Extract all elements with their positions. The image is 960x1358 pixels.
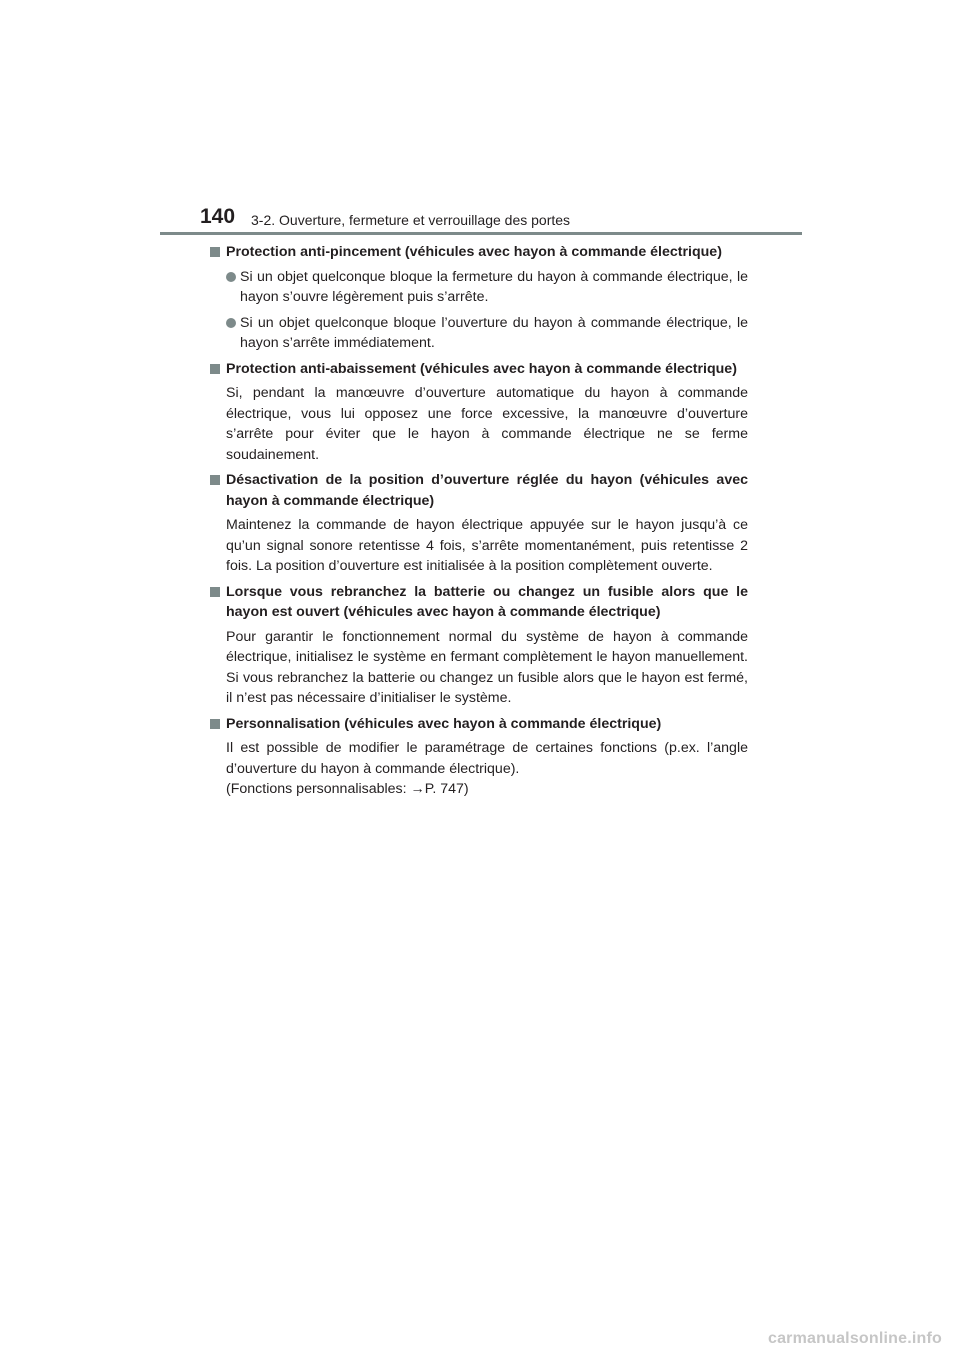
heading-text: Désactivation de la position d’ouverture réglée du hayon (véhicules avec hayon à commande électrique) [226, 472, 748, 509]
section-body: Si, pendant la manœuvre d’ouverture automatique du hayon à commande électrique, vous lui opposez une force excessive, la manœuvre d’ouverture s’arrête pour éviter que le hayon à commande électrique ne se ferme soudainement. [226, 385, 748, 463]
section-anti-pinch [210, 242, 748, 354]
watermark-text: carmanualsonline.info [767, 1330, 942, 1347]
heading-text: Personnalisation (véhicules avec hayon à commande électrique) [226, 715, 662, 732]
page-number: 140 [200, 205, 236, 228]
round-bullet-icon [226, 272, 236, 282]
section-body: Pour garantir le fonctionnement normal du système de hayon à commande électrique, initialisez le système en fermant complètement le hayon manuellement. Si vous rebranchez la batterie ou changez un fusible alors que le hayon est fermé, il n’est pas nécessaire d’initialiser le système. [226, 628, 748, 706]
section-body: Il est possible de modifier le paramétrage de certaines fonctions (p.ex. l’angle d’ouverture du hayon à commande électrique). [226, 740, 748, 777]
list-item [210, 313, 748, 354]
list-item-text: Si un objet quelconque bloque la fermeture du hayon à commande électrique, le hayon s’ouvre légèrement puis s’arrête. [240, 268, 748, 305]
section-heading [210, 242, 748, 263]
heading-text: Protection anti-abaissement (véhicules avec hayon à commande électrique) [226, 360, 737, 377]
section-anti-lowering [210, 359, 748, 466]
section-heading [210, 470, 748, 511]
section-deactivation [210, 470, 748, 577]
section-battery-reconnect [210, 582, 748, 709]
square-bullet-icon [210, 719, 220, 729]
square-bullet-icon [210, 475, 220, 485]
page-content [210, 242, 748, 805]
heading-text: Protection anti-pincement (véhicules avec hayon à commande électrique) [226, 244, 722, 260]
section-heading [210, 582, 748, 623]
square-bullet-icon [210, 587, 220, 597]
section-title: 3-2. Ouverture, fermeture et verrouillage des portes [251, 212, 571, 228]
page-header [200, 204, 802, 230]
square-bullet-icon [210, 247, 220, 257]
heading-text: Lorsque vous rebranchez la batterie ou changez un fusible alors que le hayon est ouvert (véhicules avec hayon à commande électrique) [226, 583, 748, 620]
header-rule [160, 232, 802, 235]
square-bullet-icon [210, 364, 220, 374]
section-heading [210, 359, 748, 380]
list-item [210, 267, 748, 308]
page-reference: (Fonctions personnalisables: →P. 747) [226, 781, 469, 797]
list-item-text: Si un objet quelconque bloque l’ouverture du hayon à commande électrique, le hayon s’arrête immédiatement. [240, 314, 748, 351]
section-personalization [210, 714, 748, 800]
section-body: Maintenez la commande de hayon électrique appuyée sur le hayon jusqu’à ce qu’un signal sonore retentisse 4 fois, s’arrête momentanément, puis retentisse 2 fois. La position d’ouverture est initialisée à la position complètement ouverte. [226, 517, 748, 574]
round-bullet-icon [226, 318, 236, 328]
section-heading [210, 714, 748, 735]
